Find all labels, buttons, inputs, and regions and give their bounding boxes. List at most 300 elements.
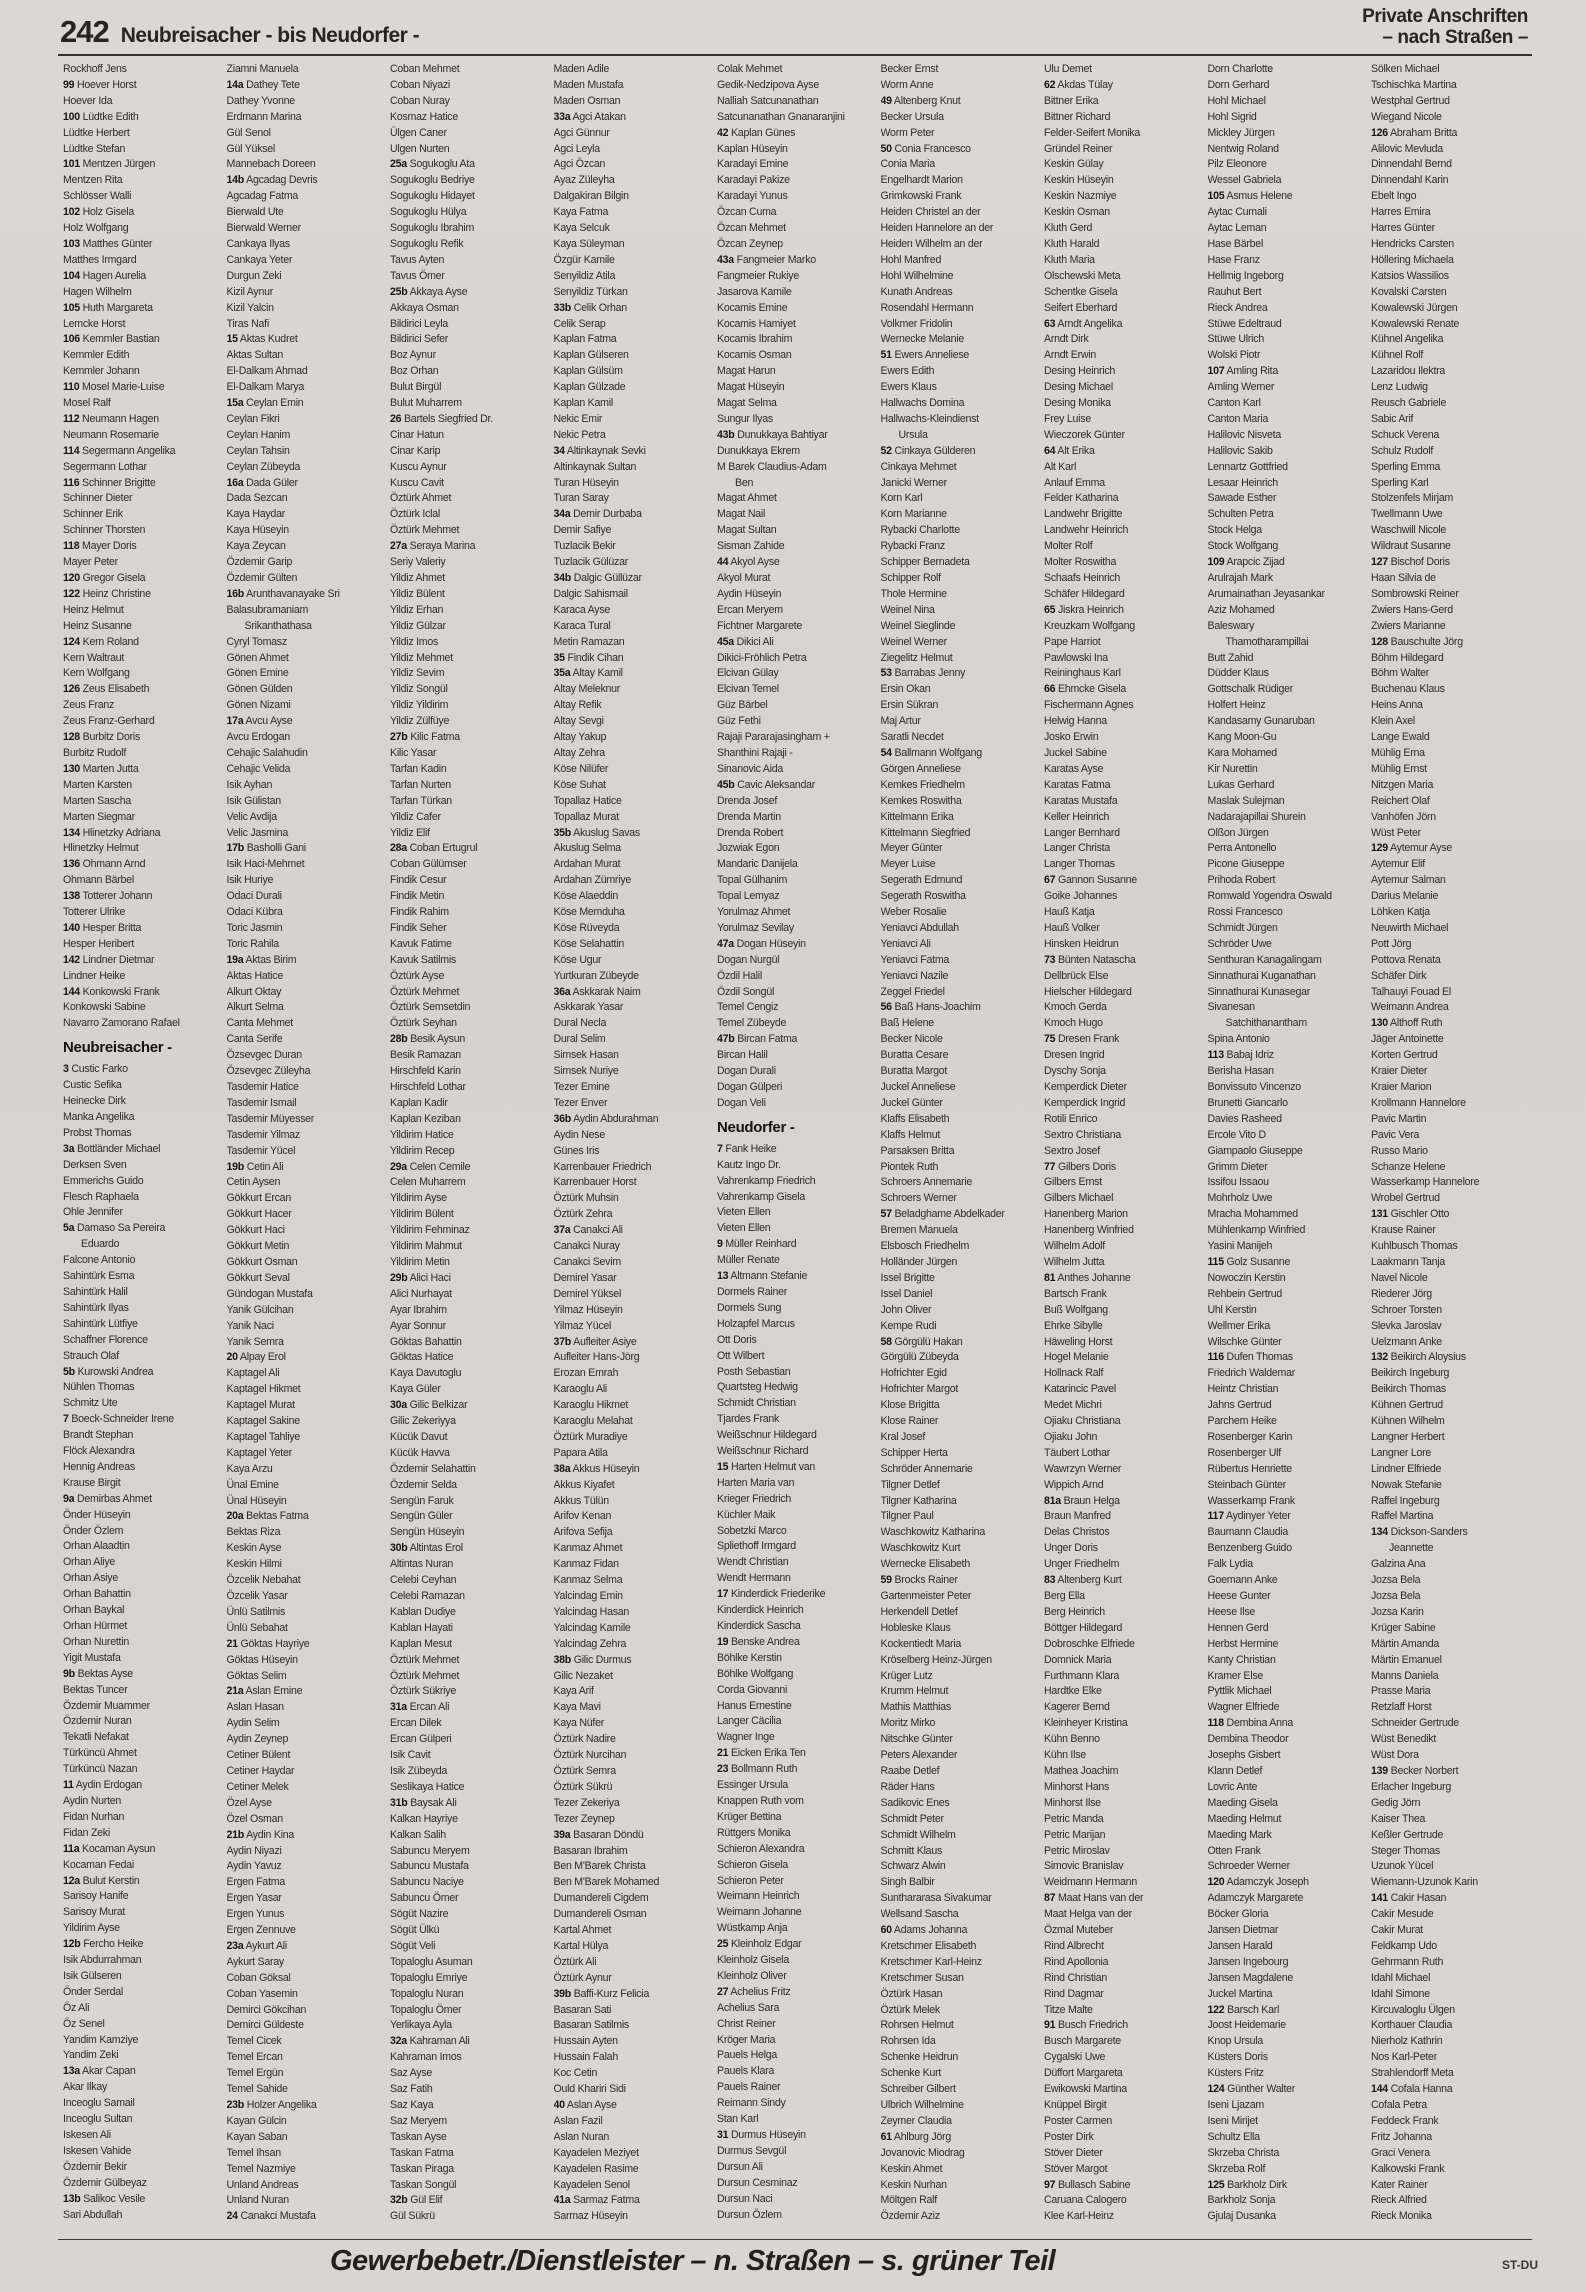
directory-entry: 83 Altenberg Kurt [1044,1574,1122,1587]
directory-entry: Schuck Verena [1371,428,1440,441]
directory-entry: 118 Mayer Doris [63,540,137,553]
directory-entry: Marten Siegmar [63,810,135,823]
directory-entry: Karatas Fatma [1044,778,1111,791]
directory-entry: Wagner Inge [717,1731,775,1744]
directory-entry: 75 Dresen Frank [1044,1033,1120,1046]
directory-entry: 31b Baysak Ali [390,1796,457,1809]
directory-entry: Boz Orhan [390,365,439,378]
directory-entry: Ünal Emine [226,1478,279,1491]
directory-entry: 27 Achelius Fritz [717,1985,791,1998]
directory-entry: 27b Kilic Fatma [390,731,460,744]
directory-entry: Aytac Leman [1207,222,1267,235]
directory-entry: Russo Mario [1371,1144,1428,1157]
directory-entry: 51 Ewers Anneliese [880,349,970,362]
directory-entry: Kahraman Imos [390,2051,462,2064]
directory-entry: Aytac Cumali [1207,206,1267,219]
directory-entry: Schmidt Wilhelm [880,1828,956,1841]
directory-entry: Agci Günnur [553,126,610,139]
directory-entry: Öztürk Hasan [880,1987,943,2000]
directory-entry: Tezer Enver [553,1096,608,1109]
directory-entry: 43b Dunukkaya Bahtiyar [717,428,828,441]
directory-entry: Weinel Werner [880,635,947,648]
directory-entry: Heinecke Dirk [63,1095,126,1108]
directory-entry: 117 Aydinyer Yeter [1207,1510,1291,1523]
directory-entry: Wiegand Nicole [1371,110,1442,123]
directory-entry: Arulrajah Mark [1207,572,1273,584]
directory-entry: Weinel Nina [880,603,935,616]
directory-entry: Harres Günter [1371,222,1435,235]
directory-entry: 9 Müller Reinhard [717,1238,797,1251]
directory-entry: 11 Aydin Erdogan [63,1779,142,1792]
directory-entry: Wippich Arnd [1044,1478,1104,1491]
house-number: 105 [1207,190,1225,203]
directory-entry: Ceylan Fikri [226,412,280,425]
directory-entry: 122 Barsch Karl [1207,2003,1280,2016]
directory-entry: 34b Dalgic Güllüzar [553,572,642,584]
directory-entry: Keskin Ayse [226,1542,282,1555]
directory-entry: Bulut Birgül [390,381,442,394]
directory-entry: Jozsa Bela [1371,1574,1421,1587]
directory-entry: John Oliver [880,1303,932,1316]
house-number: 113 [1207,1049,1224,1062]
house-number: 56 [880,1001,892,1014]
directory-entry: Öztürk Aynur [553,1971,612,1984]
house-number: 43a [717,253,734,266]
directory-entry: Altay Zehra [553,746,605,759]
directory-entry: Minhorst Hans [1044,1780,1110,1793]
directory-entry: Burbitz Rudolf [63,746,127,759]
directory-entry: Stöver Dieter [1044,2146,1103,2159]
directory-entry: Löhken Katja [1371,906,1430,919]
directory-entry: Demirci Gökcihan [226,2003,307,2016]
directory-entry: Kandasamy Gunaruban [1207,715,1315,728]
directory-entry: Schroer Torsten [1371,1303,1442,1316]
directory-entry: 45a Dikici Ali [717,635,774,648]
directory-entry: Falk Lydia [1207,1558,1253,1571]
directory-entry: Langer Christa [1044,842,1110,855]
directory-entry: Cinkaya Mehmet [880,460,957,473]
directory-entry: Köse Nilüfer [553,762,609,775]
directory-column-6 [881,62,1045,2222]
directory-entry: 53 Barrabas Jenny [880,667,966,680]
directory-entry: Hofrichter Egid [880,1367,947,1380]
directory-entry: Kizil Yalcin [226,301,274,314]
directory-entry: Pape Harriot [1044,635,1101,648]
directory-entry: Hellmig Ingeborg [1207,269,1284,282]
directory-entry: Waschkowitz Kurt [880,1542,961,1555]
directory-entry: Schinner Erik [63,508,123,521]
house-number: 29a [390,1160,407,1173]
directory-entry: Magat Nail [717,508,766,521]
directory-entry: Sari Abdullah [63,2208,123,2221]
house-number: 34 [553,444,565,457]
directory-entry: Arumainathan Jeyasankar [1207,587,1325,600]
directory-entry: Wüst Dora [1371,1749,1419,1762]
directory-entry: Celik Serap [553,317,606,330]
directory-entry: Topaloglu Emriye [390,1971,468,1984]
directory-entry: Aslan Hasan [226,1701,284,1714]
directory-entry: Özsevgec Züleyha [226,1065,311,1078]
directory-entry: Dogan Nurgül [717,953,780,966]
directory-entry: Besik Ramazan [390,1049,461,1062]
directory-entry: Kaplan Kadir [390,1096,448,1109]
directory-entry: Gökkurt Seval [226,1271,290,1284]
house-number: 127 [1371,556,1388,569]
directory-entry: Holzapfel Marcus [717,1317,795,1330]
directory-entry: Lange Ewald [1371,731,1430,744]
directory-entry: Felder Katharina [1044,492,1119,505]
house-number: 17b [226,842,245,855]
directory-entry: Tarfan Nurten [390,778,451,791]
directory-entry: Dural Necla [553,1017,607,1030]
directory-entry: Ergen Zennuve [226,1924,296,1937]
directory-entry: 31 Durmus Hüseyin [717,2129,806,2141]
directory-entry: Baleswary [1207,619,1255,632]
directory-entry: Kanmaz Fidan [553,1558,619,1571]
directory-entry: Kreuzkam Wolfgang [1044,619,1135,632]
directory-entry: Sahintürk Esma [63,1270,135,1283]
directory-entry: Kater Rainer [1371,2178,1428,2191]
house-number: 120 [1207,1876,1225,1889]
directory-entry: Christ Reiner [717,2017,776,2030]
house-number: 126 [63,683,80,696]
directory-entry: Küsters Fritz [1207,2067,1264,2080]
house-number: 107 [1207,365,1225,378]
directory-entry: 17a Avcu Ayse [226,715,293,728]
directory-entry: Dumandereli Cigdem [553,1892,649,1905]
directory-entry: Yildirim Bülent [390,1208,454,1221]
directory-entry: Schulz Rudolf [1371,444,1434,457]
directory-entry: 100 Lüdtke Edith [63,110,139,123]
directory-entry: Vahrenkamp Friedrich [717,1174,816,1187]
directory-entry: Herbst Hermine [1207,1637,1279,1650]
directory-entry: Sextro Christiana [1044,1128,1122,1141]
directory-entry: Elcivan Temel [717,683,779,696]
directory-entry: Aydin Zeynep [226,1733,289,1746]
directory-entry: Spina Antonio [1207,1033,1270,1046]
directory-entry: Yanik Gülcihan [226,1303,294,1316]
directory-entry: Karatas Ayse [1044,762,1104,775]
directory-entry: 49 Altenberg Knut [880,94,961,107]
directory-entry: Gönen Nizami [226,699,291,712]
directory-entry: Ewers Klaus [880,381,937,394]
directory-entry: Sabuncu Meryem [390,1844,470,1857]
directory-entry: Kühnen Gertrud [1371,1399,1443,1412]
directory-entry: Becker Ernst [880,63,939,75]
house-number: 38a [553,1462,571,1475]
directory-entry: 57 Beladghame Abdelkader [880,1208,1005,1221]
directory-entry: 77 Gilbers Doris [1044,1160,1116,1173]
directory-entry: Rohrsen Helmut [880,2019,954,2032]
directory-entry: Wüstkamp Anja [717,1922,788,1935]
directory-entry: Bulut Muharrem [390,397,462,410]
directory-entry: Kayadelen Meziyet [553,2146,639,2159]
directory-entry: Iskesen Ali [63,2129,111,2141]
directory-entry: Reininghaus Karl [1044,667,1121,680]
directory-entry: Essinger Ursula [717,1779,789,1792]
directory-entry: Gehrmann Ruth [1371,1955,1444,1968]
directory-column-8 [1208,62,1372,2222]
directory-entry: Kowalewski Jürgen [1371,301,1458,314]
directory-entry: Hussain Ayten [553,2035,618,2048]
directory-entry: Elsbosch Friedhelm [880,1240,970,1253]
directory-entry: Isik Haci-Mehmet [226,858,305,871]
directory-entry: Märtin Emanuel [1371,1653,1442,1666]
house-number: 23 [717,1763,729,1776]
directory-entry: Gilic Nezaket [553,1669,613,1682]
directory-entry: Nekic Petra [553,428,606,441]
directory-entry: Schulten Petra [1207,508,1274,521]
directory-entry: Schenke Kurt [880,2067,942,2080]
directory-entry: Maeding Gisela [1207,1796,1278,1809]
directory-entry: Yorulmaz Sevilay [717,921,794,934]
directory-entry: Ebelt Ingo [1371,190,1417,203]
directory-entry: Wilhelm Adolf [1044,1240,1105,1253]
directory-entry: Pott Jörg [1371,937,1412,950]
directory-entry: Gökkurt Ercan [226,1192,291,1205]
directory-entry: Sabuncu Ömer [390,1892,459,1905]
directory-entry: Karaca Tural [553,619,611,632]
directory-entry: Ohle Jennifer [63,1206,123,1219]
directory-entry: Gönen Ahmet [226,651,289,664]
house-number: 33b [553,301,572,314]
directory-entry: Reichert Olaf [1371,794,1430,807]
directory-entry: Keskin Nurhan [880,2178,947,2191]
directory-entry: Bektas Tuncer [63,1683,128,1696]
directory-entry: Riederer Jörg [1371,1287,1432,1300]
directory-entry: Kühnel Rolf [1371,349,1424,362]
directory-entry: Ercan Gülperi [390,1733,452,1746]
directory-entry: 40 Aslan Ayse [553,2099,617,2111]
house-number: 125 [1207,2178,1225,2191]
house-number: 38b [553,1653,572,1666]
directory-entry: Kaptagel Tahliye [226,1430,301,1443]
directory-entry: Neuwirth Michael [1371,921,1449,934]
directory-entry: Furthmann Klara [1044,1669,1120,1682]
house-number: 144 [63,985,80,998]
house-number: 9 [717,1238,723,1251]
directory-entry: Turan Saray [553,492,609,505]
directory-entry: Öz Senel [63,2017,105,2030]
directory-entry: Yandim Kamziye [63,2033,139,2046]
directory-entry: Altay Yakup [553,731,607,744]
directory-entry: Yanik Naci [226,1319,274,1332]
directory-entry: Taskan Fatma [390,2146,454,2159]
directory-entry: 9b Bektas Ayse [63,1667,133,1680]
directory-entry: Akuslug Selma [553,842,621,855]
directory-entry: Tekatli Nefakat [63,1731,129,1744]
directory-entry: Schroeder Werner [1207,1860,1290,1873]
directory-entry: Yildirim Recep [390,1144,455,1157]
directory-entry: Schäfer Dirk [1371,969,1427,982]
directory-entry: Sabuncu Mustafa [390,1860,469,1873]
directory-entry: Gökkurt Osman [226,1255,298,1268]
directory-entry: 126 Abraham Britta [1371,126,1458,139]
directory-entry: Uzunok Yücel [1371,1860,1434,1873]
directory-entry: 124 Kern Roland [63,635,139,648]
directory-entry: Dural Selim [553,1033,606,1046]
directory-entry: Worm Peter [880,126,935,139]
directory-entry: Kücük Havva [390,1446,450,1459]
house-number: 50 [880,142,892,155]
directory-entry: 139 Becker Norbert [1371,1764,1459,1777]
directory-entry: Zwiers Marianne [1371,619,1446,632]
directory-entry: Busch Margarete [1044,2035,1121,2048]
directory-entry: Maden Mustafa [553,78,624,91]
directory-entry: Kara Mohamed [1207,746,1277,759]
directory-entry: Harres Emira [1371,206,1431,219]
directory-entry: Demir Safiye [553,524,612,537]
directory-entry: Kluth Gerd [1044,222,1093,235]
directory-entry: Pavic Vera [1371,1128,1420,1141]
house-number: 77 [1044,1160,1056,1173]
directory-entry: Alilovic Mevluda [1371,142,1443,155]
directory-entry: Hohl Wilhelmine [880,269,954,282]
directory-entry: Yildiz Cafer [390,810,441,823]
directory-entry: Bremen Manuela [880,1224,958,1237]
directory-entry: 11a Kocaman Aysun [63,1842,156,1855]
directory-entry: Kavuk Satilmis [390,953,456,966]
directory-entry: Kluth Harald [1044,237,1100,250]
directory-entry: Temel Sahide [226,2083,288,2096]
directory-entry: 5a Damaso Sa Pereira [63,1222,166,1235]
directory-entry: Kircuvaloglu Ülgen [1371,2003,1455,2016]
directory-entry: Krumm Helmut [880,1685,949,1698]
directory-entry: Juckel Martina [1207,1987,1273,2000]
directory-entry: Dellbrück Else [1044,969,1109,982]
nach-strassen-label: – nach Straßen – [1382,27,1528,48]
directory-entry: 114 Segermann Angelika [63,444,176,457]
directory-entry: 5b Kurowski Andrea [63,1365,154,1378]
directory-entry: Celebi Ramazan [390,1590,465,1602]
directory-entry: 131 Gischler Otto [1371,1208,1450,1221]
house-number: 9b [63,1667,75,1680]
private-anschriften-label: Private Anschriften [1362,6,1528,27]
directory-entry: Sögüt Nazire [390,1908,449,1921]
directory-entry: Jovanovic Miodrag [880,2146,965,2159]
directory-entry: 105 Asmus Helene [1207,190,1293,203]
directory-entry: Kilic Yasar [390,746,437,759]
directory-entry: Kuscu Aynur [390,460,447,473]
directory-entry: Schaafs Heinrich [1044,572,1121,584]
house-number: 142 [63,953,80,966]
house-number: 26 [390,412,402,425]
house-number: 15a [226,397,244,410]
directory-entry: Kaya Fatma [553,206,609,219]
directory-entry: Rehbein Gertrud [1207,1287,1283,1300]
directory-column-7 [1044,62,1208,2222]
directory-entry: Tasdemir Ismail [226,1096,297,1109]
directory-entry: Simovic Branislav [1044,1860,1124,1873]
directory-entry: Schaffner Florence [63,1333,148,1346]
directory-entry: Nekic Emir [553,412,603,425]
directory-entry: Rohrsen Ida [880,2035,936,2048]
directory-entry: M Barek Claudius-Adam [717,460,827,473]
directory-entry: Sinanovic Aida [717,762,783,775]
directory-entry: 141 Cakir Hasan [1371,1892,1447,1905]
directory-entry: 56 Baß Hans-Joachim [880,1001,981,1014]
directory-entry: Peters Alexander [880,1749,958,1762]
house-number: 61 [880,2130,892,2143]
directory-entry: Dormels Sung [717,1301,782,1314]
directory-entry: Rüttgers Monika [717,1826,791,1839]
directory-entry: Jasarova Kamile [717,285,792,298]
directory-entry: Akar Ilkay [63,2081,108,2094]
directory-entry: Iseni Ljazam [1207,2099,1264,2111]
directory-entry: Gilbers Ernst [1044,1176,1102,1189]
directory-entry: Wasserkamp Hannelore [1371,1176,1480,1189]
directory-entry: 21 Eicken Erika Ten [717,1747,806,1760]
house-number: 25 [717,1938,729,1951]
directory-entry: Kaptagel Ali [226,1367,280,1380]
house-number: 104 [63,269,80,282]
directory-entry: Ojiaku John [1044,1430,1098,1443]
directory-entry: Sogukoglu Hülya [390,206,467,219]
directory-entry: Korn Marianne [880,508,947,521]
directory-entry: Weber Rosalie [880,906,947,919]
directory-entry: Schieron Alexandra [717,1842,805,1855]
directory-entry: Düdder Klaus [1207,667,1269,680]
house-number: 114 [63,444,80,457]
directory-entry: Karadayi Pakize [717,174,790,187]
directory-entry: Probst Thomas [63,1126,132,1139]
directory-entry: 115 Golz Susanne [1207,1255,1291,1268]
directory-entry: Saratli Necdet [880,731,944,744]
directory-entry: 58 Görgülü Hakan [880,1335,963,1348]
directory-entry: Cehajic Velida [226,762,291,775]
directory-entry: Kuhlbusch Thomas [1371,1240,1458,1253]
directory-entry: Findik Seher [390,921,447,934]
directory-entry: Romwald Yogendra Oswald [1207,890,1332,903]
directory-entry: Akkus Kiyafet [553,1478,615,1491]
directory-entry: 65 Jiskra Heinrich [1044,603,1124,616]
directory-entry: Kemperdick Dieter [1044,1081,1127,1093]
directory-entry: Odaci Durali [226,890,282,903]
directory-entry: Kaya Nüfer [553,1717,604,1730]
house-number: 73 [1044,953,1056,966]
directory-entry: Knappen Ruth vom [717,1794,804,1807]
directory-entry: 136 Ohmann Arnd [63,858,146,871]
directory-entry: Krollmann Hannelore [1371,1096,1466,1109]
directory-entry: 50 Conia Francesco [880,142,971,155]
directory-entry: Ould Khariri Sidi [553,2083,626,2096]
house-number: 20a [226,1510,244,1523]
directory-entry: Kühnel Angelika [1371,333,1444,346]
directory-entry: Schäfer Hildegard [1044,587,1125,600]
directory-entry: Kocamis Emine [717,301,788,314]
directory-entry: Dobroschke Elfriede [1044,1637,1135,1650]
house-number: 106 [63,333,80,346]
directory-entry: Sextro Josef [1044,1144,1100,1157]
directory-entry: Seifert Eberhard [1044,301,1118,314]
directory-entry: Knüppel Birgit [1044,2099,1107,2111]
directory-entry: Tschischka Martina [1371,78,1457,91]
house-number: 116 [1207,1351,1224,1364]
directory-entry: Tuzlacik Gülüzar [553,556,628,569]
directory-entry: Önder Serdal [63,1985,124,1998]
directory-entry: 52 Cinkaya Gülderen [880,444,976,457]
directory-entry: Kalkan Salih [390,1828,446,1841]
directory-columns [63,62,1535,2222]
directory-entry: 21 Göktas Hayriye [226,1637,310,1650]
directory-entry: Quartsteg Hedwig [717,1381,798,1394]
street-heading: Neubreisacher - [63,1039,172,1057]
directory-entry: Olschewski Meta [1044,269,1121,282]
directory-entry: Ünal Hüseyin [226,1494,287,1507]
directory-entry: Rotili Enrico [1044,1112,1098,1125]
directory-entry: Ehrke Sibylle [1044,1319,1103,1332]
directory-entry: Flesch Raphaela [63,1190,139,1203]
